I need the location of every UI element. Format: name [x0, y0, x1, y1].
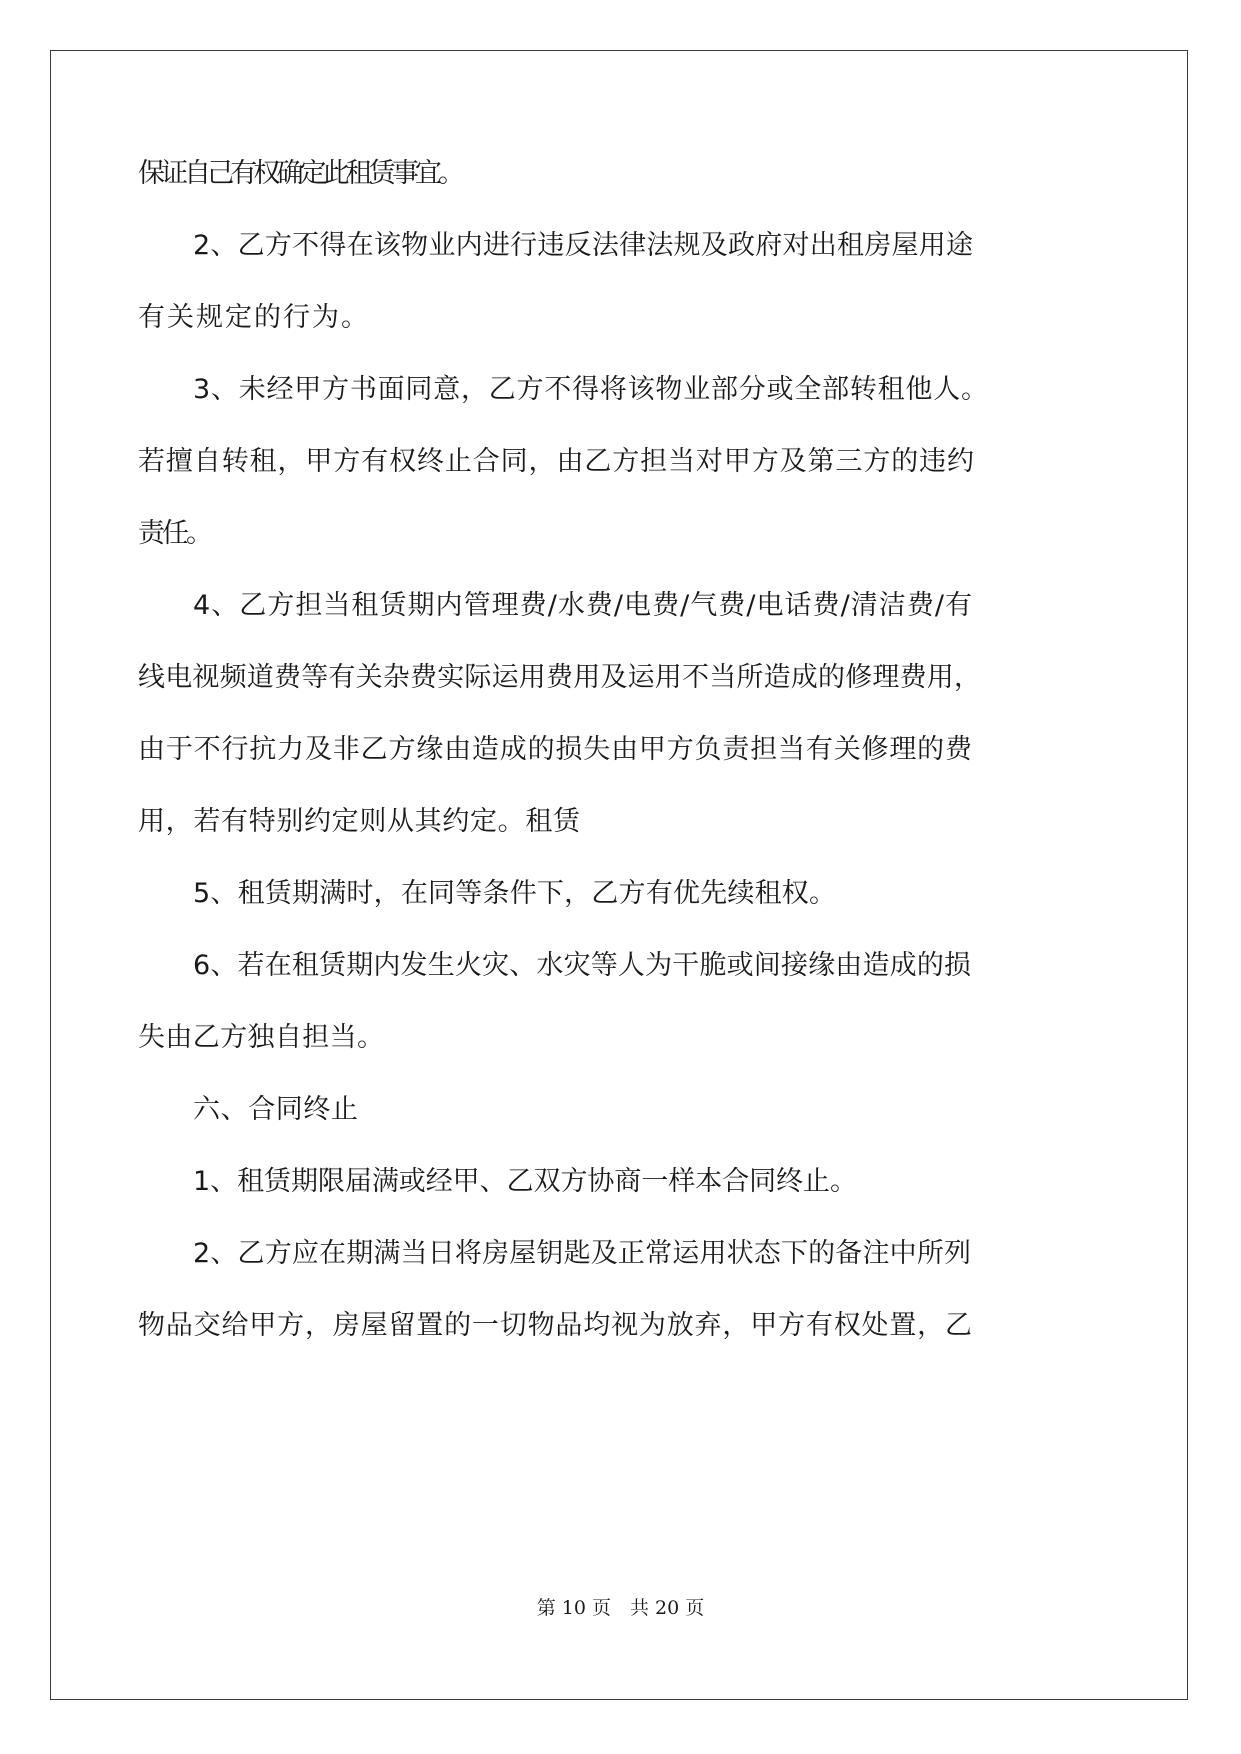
text-line-17: 物品交给甲方，房屋留置的一切物品均视为放弃，甲方有权处置，乙 [138, 1310, 973, 1341]
text-line-5: 若擅自转租，甲方有权终止合同，由乙方担当对甲方及第三方的违约 [138, 446, 975, 477]
text-line-8: 线电视频道费等有关杂费实际运用费用及运用不当所造成的修理费用， [138, 662, 982, 693]
text-line-15: 1、租赁期限届满或经甲、乙双方协商一样本合同终止。 [193, 1166, 857, 1197]
text-line-9: 由于不行抗力及非乙方缘由造成的损失由甲方负责担当有关修理的费 [138, 734, 973, 765]
text-line-6: 责任。 [138, 518, 210, 549]
text-line-2: 2、乙方不得在该物业内进行违反法律法规及政府对出租房屋用途 [193, 230, 974, 261]
text-line-7: 4、乙方担当租赁期内管理费/水费/电费/气费/电话费/清洁费/有 [193, 590, 974, 621]
page-number-footer: 第 10 页 共 20 页 [536, 1597, 705, 1619]
section-heading: 六、合同终止 [193, 1094, 359, 1125]
text-line-4: 3、未经甲方书面同意，乙方不得将该物业部分或全部转租他人。 [193, 374, 989, 405]
text-line-16: 2、乙方应在期满当日将房屋钥匙及正常运用状态下的备注中所列 [193, 1238, 972, 1269]
text-line-1: 保证自己有权确定此租赁事宜。 [138, 158, 462, 189]
text-line-10: 用，若有特别约定则从其约定。租赁 [138, 806, 581, 837]
text-line-3: 有关规定的行为。 [138, 302, 370, 333]
text-line-11: 5、租赁期满时，在同等条件下，乙方有优先续租权。 [193, 878, 837, 909]
text-line-13: 失由乙方独自担当。 [138, 1022, 385, 1053]
text-line-12: 6、若在租赁期内发生火灾、水灾等人为干脆或间接缘由造成的损 [193, 950, 972, 981]
